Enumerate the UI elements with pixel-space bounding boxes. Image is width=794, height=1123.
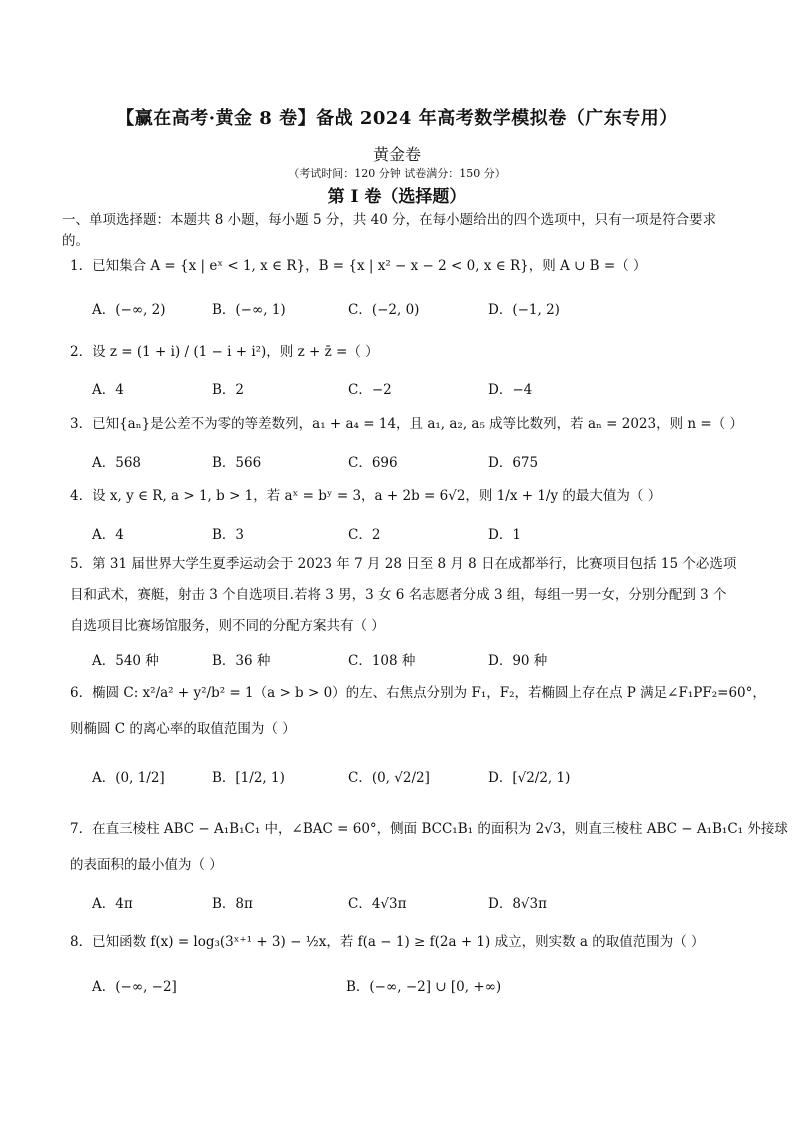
option-a: A．4π xyxy=(92,896,133,912)
exam-meta: （考试时间：120 分钟 试卷满分：150 分） xyxy=(288,167,506,180)
question-7-options xyxy=(92,892,732,916)
question-1: 1．已知集合 A = {x | eˣ < 1, x ∈ R}，B = {x | x² − x − 2 < 0, x ∈ R}，则 A ∪ B =（ ） xyxy=(70,258,647,274)
option-d: D．1 xyxy=(488,527,521,543)
question-2: 2．设 z = (1 + i) / (1 − i + i²)，则 z + z̄ =（ ） xyxy=(70,344,379,360)
question-2-options xyxy=(92,378,732,402)
option-a: A．540 种 xyxy=(92,653,159,669)
option-b: B．3 xyxy=(212,527,245,543)
option-d: D．8√3π xyxy=(488,896,547,912)
option-d: D．90 种 xyxy=(488,653,548,669)
option-a: A．(0, 1/2] xyxy=(92,770,165,786)
option-c: C．4√3π xyxy=(348,896,407,912)
option-b: B．[1/2, 1) xyxy=(212,770,285,786)
option-c: C．696 xyxy=(348,455,398,471)
section-instructions: 一、单项选择题：本题共 8 小题，每小题 5 分，共 40 分，在每小题给出的四个选项中，只有一项是符合要求的。 xyxy=(62,212,717,249)
option-d: D．[√2/2, 1) xyxy=(488,770,571,786)
option-a: A．4 xyxy=(92,527,124,543)
question-6-line-2: 则椭圆 C 的离心率的取值范围为（ ） xyxy=(70,721,296,737)
option-a: A．568 xyxy=(92,455,142,471)
option-c: C．(0, √2/2] xyxy=(348,770,430,786)
option-a: A．4 xyxy=(92,382,124,398)
option-b: B．566 xyxy=(212,455,262,471)
question-3-options xyxy=(92,451,732,475)
question-4: 4．设 x, y ∈ R, a > 1, b > 1，若 aˣ = bʸ = 3，a + 2b = 6√2，则 1/x + 1/y 的最大值为（ ） xyxy=(70,488,662,504)
option-c: C．108 种 xyxy=(348,653,416,669)
option-b: B．8π xyxy=(212,896,253,912)
question-8-options xyxy=(92,975,732,999)
option-b: B．(−∞, 1) xyxy=(212,302,286,318)
question-5: 5．第 31 届世界大学生夏季运动会于 2023 年 7 月 28 日至 8 月 8 日在成都举行，比赛项目包括 15 个必选项目和武术，赛艇，射击 3 个自选项目.若将 3 男，3 女 6 名志愿者分成 3 组，每组一男一女，分别分配到 3 个自选项目比赛场馆服务，则不同的分配方案共有（ ） xyxy=(70,556,737,634)
option-d: D．675 xyxy=(488,455,539,471)
question-8: 8．已知函数 f(x) = log₃(3ˣ⁺¹ + 3) − ½x，若 f(a − 1) ≥ f(2a + 1) 成立，则实数 a 的取值范围为（ ） xyxy=(70,934,705,950)
question-4-options xyxy=(92,523,732,547)
option-b: B．36 种 xyxy=(212,653,271,669)
exam-subtitle: 黄金卷 xyxy=(372,145,421,164)
option-d: D．−4 xyxy=(488,382,533,398)
option-c: C．(−2, 0) xyxy=(348,302,420,318)
question-7-line-1: 7．在直三棱柱 ABC − A₁B₁C₁ 中，∠BAC = 60°，侧面 BCC₁B₁ 的面积为 2√3，则直三棱柱 ABC − A₁B₁C₁ 外接球 xyxy=(70,821,788,837)
exam-title: 【赢在高考·黄金 8 卷】备战 2024 年高考数学模拟卷（广东专用） xyxy=(116,108,678,129)
option-b: B．2 xyxy=(212,382,245,398)
option-b: B．(−∞, −2] ∪ [0, +∞) xyxy=(346,979,502,995)
question-1-options xyxy=(92,298,732,322)
section-heading: 第 I 卷（选择题） xyxy=(327,187,467,207)
option-d: D．(−1, 2) xyxy=(488,302,560,318)
option-a: A．(−∞, −2] xyxy=(92,979,177,995)
question-5-options xyxy=(92,649,732,673)
option-c: C．−2 xyxy=(348,382,392,398)
option-a: A．(−∞, 2) xyxy=(92,302,166,318)
question-7-line-2: 的表面积的最小值为（ ） xyxy=(70,857,223,873)
question-3: 3．已知{aₙ}是公差不为零的等差数列，a₁ + a₄ = 14，且 a₁, a₂, a₅ 成等比数列，若 aₙ = 2023，则 n =（ ） xyxy=(70,416,743,432)
question-6-line-1: 6．椭圆 C: x²/a² + y²/b² = 1（a > b > 0）的左、右焦点分别为 F₁，F₂，若椭圆上存在点 P 满足∠F₁PF₂=60°， xyxy=(70,685,766,701)
question-6-options xyxy=(92,766,732,790)
option-c: C．2 xyxy=(348,527,381,543)
